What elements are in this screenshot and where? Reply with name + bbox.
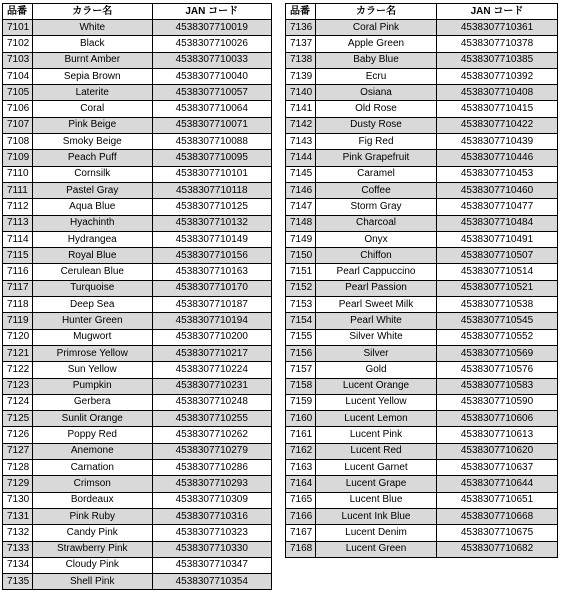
table-row [286, 231, 558, 247]
table-row [286, 150, 558, 166]
table-row [3, 150, 272, 166]
jan-code-cell: 4538307710095 [152, 150, 272, 166]
jan-code-cell: 4538307710392 [437, 68, 558, 84]
table-row [286, 182, 558, 198]
right-color-table [285, 3, 558, 558]
table-row [286, 297, 558, 313]
table-row [3, 280, 272, 296]
product-code-cell: 7134 [3, 557, 33, 573]
color-name-cell: Carnation [33, 460, 153, 476]
color-name-cell: Poppy Red [33, 427, 153, 443]
product-code-cell: 7154 [286, 313, 316, 329]
product-code-cell: 7133 [3, 541, 33, 557]
jan-code-cell: 4538307710545 [437, 313, 558, 329]
product-code-cell: 7146 [286, 182, 316, 198]
jan-code-cell: 4538307710286 [152, 460, 272, 476]
jan-code-cell: 4538307710606 [437, 411, 558, 427]
product-code-cell: 7104 [3, 68, 33, 84]
jan-code-cell: 4538307710361 [437, 20, 558, 36]
jan-code-cell: 4538307710422 [437, 117, 558, 133]
jan-code-cell: 4538307710224 [152, 362, 272, 378]
jan-code-cell: 4538307710019 [152, 20, 272, 36]
color-name-cell: Lucent Green [316, 541, 437, 557]
color-name-cell: Hyachinth [33, 215, 153, 231]
header-color-name: カラー名 [316, 4, 437, 20]
color-name-cell: Ecru [316, 68, 437, 84]
table-header-row [3, 4, 272, 20]
product-code-cell: 7122 [3, 362, 33, 378]
table-row [3, 411, 272, 427]
table-row [3, 345, 272, 361]
jan-code-cell: 4538307710309 [152, 492, 272, 508]
table-row [286, 85, 558, 101]
color-name-cell: Smoky Beige [33, 134, 153, 150]
color-name-cell: Lucent Yellow [316, 394, 437, 410]
table-row [286, 199, 558, 215]
table-row [3, 557, 272, 573]
color-name-cell: Bordeaux [33, 492, 153, 508]
table-row [3, 443, 272, 459]
color-name-cell: Candy Pink [33, 525, 153, 541]
table-row [3, 248, 272, 264]
product-code-cell: 7102 [3, 36, 33, 52]
color-name-cell: Coral [33, 101, 153, 117]
jan-code-cell: 4538307710033 [152, 52, 272, 68]
product-code-cell: 7147 [286, 199, 316, 215]
table-row [286, 378, 558, 394]
table-row [3, 508, 272, 524]
product-code-cell: 7151 [286, 264, 316, 280]
product-code-cell: 7110 [3, 166, 33, 182]
jan-code-cell: 4538307710323 [152, 525, 272, 541]
product-code-cell: 7118 [3, 297, 33, 313]
product-code-cell: 7167 [286, 525, 316, 541]
table-row [286, 264, 558, 280]
product-code-cell: 7111 [3, 182, 33, 198]
product-code-cell: 7123 [3, 378, 33, 394]
color-name-cell: Osiana [316, 85, 437, 101]
product-code-cell: 7163 [286, 460, 316, 476]
table-row [286, 101, 558, 117]
product-code-cell: 7157 [286, 362, 316, 378]
product-code-cell: 7129 [3, 476, 33, 492]
table-row [3, 215, 272, 231]
table-row [286, 313, 558, 329]
jan-code-cell: 4538307710088 [152, 134, 272, 150]
color-name-cell: Lucent Lemon [316, 411, 437, 427]
table-row [3, 85, 272, 101]
table-row [3, 525, 272, 541]
table-row [286, 476, 558, 492]
table-row [3, 574, 272, 590]
jan-code-cell: 4538307710637 [437, 460, 558, 476]
jan-code-cell: 4538307710026 [152, 36, 272, 52]
product-code-cell: 7106 [3, 101, 33, 117]
jan-code-cell: 4538307710576 [437, 362, 558, 378]
table-row [3, 166, 272, 182]
product-code-cell: 7144 [286, 150, 316, 166]
table-row [3, 297, 272, 313]
jan-code-cell: 4538307710460 [437, 182, 558, 198]
product-code-cell: 7166 [286, 508, 316, 524]
color-name-cell: Shell Pink [33, 574, 153, 590]
color-name-cell: Aqua Blue [33, 199, 153, 215]
jan-code-cell: 4538307710262 [152, 427, 272, 443]
color-name-cell: Cloudy Pink [33, 557, 153, 573]
table-header-row [286, 4, 558, 20]
jan-code-cell: 4538307710590 [437, 394, 558, 410]
jan-code-cell: 4538307710644 [437, 476, 558, 492]
table-row [3, 101, 272, 117]
jan-code-cell: 4538307710484 [437, 215, 558, 231]
color-name-cell: Onyx [316, 231, 437, 247]
jan-code-cell: 4538307710248 [152, 394, 272, 410]
table-row [286, 345, 558, 361]
product-code-cell: 7107 [3, 117, 33, 133]
product-code-cell: 7160 [286, 411, 316, 427]
product-code-cell: 7136 [286, 20, 316, 36]
color-name-cell: Lucent Red [316, 443, 437, 459]
color-name-cell: Pink Beige [33, 117, 153, 133]
color-name-cell: Charcoal [316, 215, 437, 231]
color-name-cell: Pearl Cappuccino [316, 264, 437, 280]
header-code: 品番 [286, 4, 316, 20]
product-code-cell: 7137 [286, 36, 316, 52]
product-code-cell: 7112 [3, 199, 33, 215]
product-code-cell: 7159 [286, 394, 316, 410]
color-name-cell: Coffee [316, 182, 437, 198]
color-name-cell: Crimson [33, 476, 153, 492]
header-jan-code: JAN コード [152, 4, 272, 20]
table-row [3, 20, 272, 36]
color-name-cell: Cornsilk [33, 166, 153, 182]
jan-code-cell: 4538307710583 [437, 378, 558, 394]
table-row [286, 411, 558, 427]
table-row [286, 280, 558, 296]
color-name-cell: Sun Yellow [33, 362, 153, 378]
color-name-cell: Peach Puff [33, 150, 153, 166]
table-row [286, 52, 558, 68]
header-color-name: カラー名 [33, 4, 153, 20]
jan-code-cell: 4538307710040 [152, 68, 272, 84]
jan-code-cell: 4538307710569 [437, 345, 558, 361]
product-code-cell: 7125 [3, 411, 33, 427]
header-code: 品番 [3, 4, 33, 20]
jan-code-cell: 4538307710439 [437, 134, 558, 150]
product-code-cell: 7156 [286, 345, 316, 361]
table-row [286, 215, 558, 231]
product-code-cell: 7124 [3, 394, 33, 410]
jan-code-cell: 4538307710187 [152, 297, 272, 313]
product-code-cell: 7145 [286, 166, 316, 182]
table-row [3, 313, 272, 329]
color-name-cell: Lucent Grape [316, 476, 437, 492]
table-row [286, 68, 558, 84]
color-name-cell: Apple Green [316, 36, 437, 52]
table-row [3, 68, 272, 84]
jan-code-cell: 4538307710613 [437, 427, 558, 443]
table-row [286, 20, 558, 36]
product-code-cell: 7103 [3, 52, 33, 68]
jan-code-cell: 4538307710163 [152, 264, 272, 280]
product-code-cell: 7132 [3, 525, 33, 541]
color-name-cell: Royal Blue [33, 248, 153, 264]
jan-code-cell: 4538307710651 [437, 492, 558, 508]
jan-code-cell: 4538307710279 [152, 443, 272, 459]
product-code-cell: 7105 [3, 85, 33, 101]
product-code-cell: 7117 [3, 280, 33, 296]
product-code-cell: 7162 [286, 443, 316, 459]
color-name-cell: Turquoise [33, 280, 153, 296]
jan-code-cell: 4538307710132 [152, 215, 272, 231]
product-code-cell: 7158 [286, 378, 316, 394]
color-name-cell: Black [33, 36, 153, 52]
table-row [3, 329, 272, 345]
jan-code-cell: 4538307710682 [437, 541, 558, 557]
color-name-cell: Dusty Rose [316, 117, 437, 133]
color-name-cell: Pearl Passion [316, 280, 437, 296]
table-row [3, 117, 272, 133]
product-code-cell: 7142 [286, 117, 316, 133]
product-code-cell: 7120 [3, 329, 33, 345]
color-name-cell: Mugwort [33, 329, 153, 345]
color-name-cell: Lucent Pink [316, 427, 437, 443]
product-code-cell: 7150 [286, 248, 316, 264]
product-code-cell: 7109 [3, 150, 33, 166]
table-row [3, 541, 272, 557]
product-code-cell: 7161 [286, 427, 316, 443]
jan-code-cell: 4538307710255 [152, 411, 272, 427]
product-code-cell: 7139 [286, 68, 316, 84]
product-code-cell: 7116 [3, 264, 33, 280]
table-row [3, 199, 272, 215]
jan-code-cell: 4538307710071 [152, 117, 272, 133]
jan-code-cell: 4538307710446 [437, 150, 558, 166]
color-name-cell: Gerbera [33, 394, 153, 410]
product-code-cell: 7115 [3, 248, 33, 264]
product-code-cell: 7119 [3, 313, 33, 329]
table-row [286, 36, 558, 52]
product-code-cell: 7152 [286, 280, 316, 296]
table-row [286, 541, 558, 557]
product-code-cell: 7126 [3, 427, 33, 443]
product-code-cell: 7140 [286, 85, 316, 101]
jan-code-cell: 4538307710385 [437, 52, 558, 68]
table-row [3, 182, 272, 198]
table-row [286, 166, 558, 182]
jan-code-cell: 4538307710521 [437, 280, 558, 296]
product-code-cell: 7128 [3, 460, 33, 476]
product-code-cell: 7138 [286, 52, 316, 68]
product-code-cell: 7148 [286, 215, 316, 231]
product-code-cell: 7155 [286, 329, 316, 345]
product-code-cell: 7121 [3, 345, 33, 361]
product-code-cell: 7114 [3, 231, 33, 247]
table-row [3, 362, 272, 378]
color-name-cell: Anemone [33, 443, 153, 459]
header-jan-code: JAN コード [437, 4, 558, 20]
jan-code-cell: 4538307710064 [152, 101, 272, 117]
jan-code-cell: 4538307710415 [437, 101, 558, 117]
color-name-cell: Lucent Orange [316, 378, 437, 394]
jan-code-cell: 4538307710477 [437, 199, 558, 215]
table-row [3, 492, 272, 508]
product-code-cell: 7108 [3, 134, 33, 150]
jan-code-cell: 4538307710194 [152, 313, 272, 329]
jan-code-cell: 4538307710231 [152, 378, 272, 394]
table-row [3, 134, 272, 150]
table-row [3, 231, 272, 247]
jan-code-cell: 4538307710101 [152, 166, 272, 182]
product-code-cell: 7101 [3, 20, 33, 36]
table-row [3, 378, 272, 394]
product-code-cell: 7141 [286, 101, 316, 117]
jan-code-cell: 4538307710057 [152, 85, 272, 101]
jan-code-cell: 4538307710118 [152, 182, 272, 198]
color-name-cell: Old Rose [316, 101, 437, 117]
color-name-cell: Hydrangea [33, 231, 153, 247]
jan-code-cell: 4538307710538 [437, 297, 558, 313]
product-code-cell: 7164 [286, 476, 316, 492]
jan-code-cell: 4538307710453 [437, 166, 558, 182]
product-code-cell: 7131 [3, 508, 33, 524]
color-name-cell: Pumpkin [33, 378, 153, 394]
jan-code-cell: 4538307710668 [437, 508, 558, 524]
jan-code-cell: 4538307710491 [437, 231, 558, 247]
jan-code-cell: 4538307710507 [437, 248, 558, 264]
jan-code-cell: 4538307710408 [437, 85, 558, 101]
jan-code-cell: 4538307710149 [152, 231, 272, 247]
color-name-cell: Fig Red [316, 134, 437, 150]
jan-code-cell: 4538307710293 [152, 476, 272, 492]
jan-code-cell: 4538307710378 [437, 36, 558, 52]
color-name-cell: Hunter Green [33, 313, 153, 329]
jan-code-cell: 4538307710200 [152, 329, 272, 345]
color-name-cell: Pearl White [316, 313, 437, 329]
product-code-cell: 7143 [286, 134, 316, 150]
table-row [3, 264, 272, 280]
jan-code-cell: 4538307710125 [152, 199, 272, 215]
color-name-cell: Caramel [316, 166, 437, 182]
jan-code-cell: 4538307710170 [152, 280, 272, 296]
jan-code-cell: 4538307710620 [437, 443, 558, 459]
color-name-cell: Gold [316, 362, 437, 378]
product-code-cell: 7113 [3, 215, 33, 231]
color-name-cell: Cerulean Blue [33, 264, 153, 280]
color-name-cell: Sunlit Orange [33, 411, 153, 427]
jan-code-cell: 4538307710316 [152, 508, 272, 524]
table-row [286, 460, 558, 476]
left-table-body [3, 20, 272, 590]
color-name-cell: Burnt Amber [33, 52, 153, 68]
jan-code-cell: 4538307710217 [152, 345, 272, 361]
color-name-cell: Pink Grapefruit [316, 150, 437, 166]
product-code-cell: 7130 [3, 492, 33, 508]
color-name-cell: Pearl Sweet Milk [316, 297, 437, 313]
jan-code-cell: 4538307710156 [152, 248, 272, 264]
table-row [286, 427, 558, 443]
table-row [286, 443, 558, 459]
color-name-cell: Coral Pink [316, 20, 437, 36]
table-row [286, 134, 558, 150]
right-table-body [286, 20, 558, 558]
table-row [286, 248, 558, 264]
color-name-cell: Lucent Blue [316, 492, 437, 508]
color-name-cell: Laterite [33, 85, 153, 101]
product-code-cell: 7135 [3, 574, 33, 590]
color-name-cell: Sepia Brown [33, 68, 153, 84]
color-name-cell: Storm Gray [316, 199, 437, 215]
table-row [286, 329, 558, 345]
product-code-cell: 7153 [286, 297, 316, 313]
product-code-cell: 7149 [286, 231, 316, 247]
table-row [286, 394, 558, 410]
table-row [286, 508, 558, 524]
color-name-cell: Silver [316, 345, 437, 361]
left-color-table [2, 3, 272, 590]
color-name-cell: Lucent Garnet [316, 460, 437, 476]
product-code-cell: 7165 [286, 492, 316, 508]
table-row [286, 525, 558, 541]
table-row [286, 117, 558, 133]
table-row [3, 52, 272, 68]
table-row [3, 460, 272, 476]
color-name-cell: Strawberry Pink [33, 541, 153, 557]
color-name-cell: Pastel Gray [33, 182, 153, 198]
color-name-cell: Deep Sea [33, 297, 153, 313]
color-name-cell: Primrose Yellow [33, 345, 153, 361]
jan-code-cell: 4538307710354 [152, 574, 272, 590]
product-code-cell: 7168 [286, 541, 316, 557]
table-row [3, 427, 272, 443]
jan-code-cell: 4538307710514 [437, 264, 558, 280]
table-row [3, 394, 272, 410]
jan-code-cell: 4538307710330 [152, 541, 272, 557]
jan-code-cell: 4538307710347 [152, 557, 272, 573]
table-row [286, 492, 558, 508]
product-code-cell: 7127 [3, 443, 33, 459]
jan-code-cell: 4538307710675 [437, 525, 558, 541]
color-name-cell: Chiffon [316, 248, 437, 264]
color-name-cell: Pink Ruby [33, 508, 153, 524]
table-row [3, 36, 272, 52]
table-row [286, 362, 558, 378]
color-name-cell: Silver White [316, 329, 437, 345]
jan-code-cell: 4538307710552 [437, 329, 558, 345]
color-name-cell: White [33, 20, 153, 36]
color-name-cell: Lucent Denim [316, 525, 437, 541]
table-row [3, 476, 272, 492]
color-name-cell: Lucent Ink Blue [316, 508, 437, 524]
color-name-cell: Baby Blue [316, 52, 437, 68]
